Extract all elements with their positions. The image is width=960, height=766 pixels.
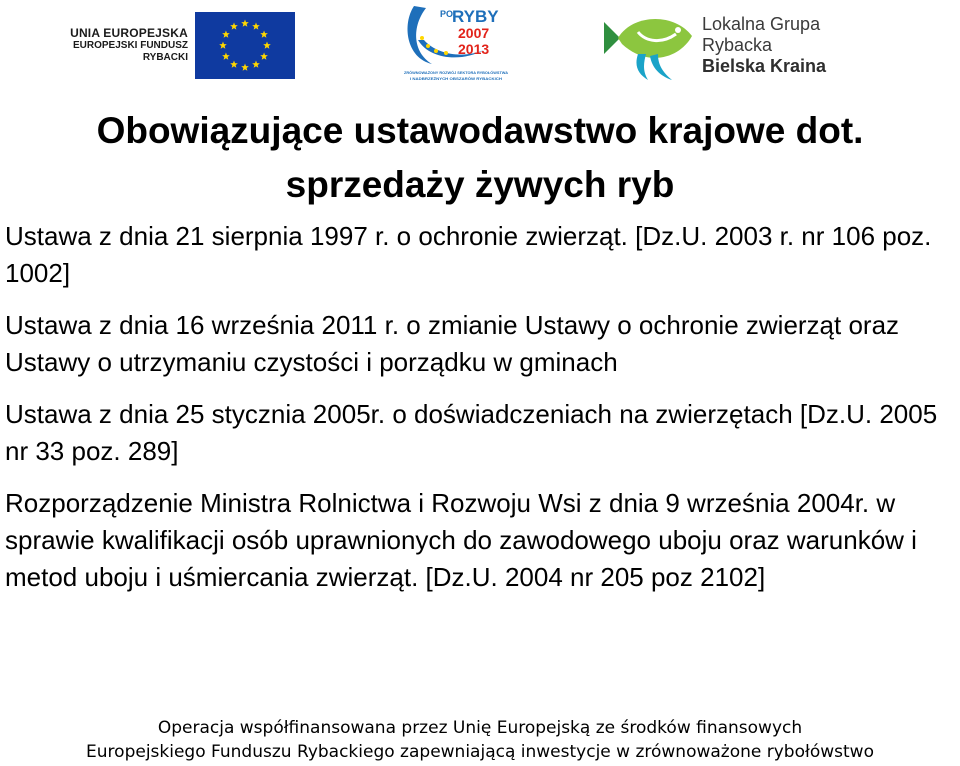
logo-bar xyxy=(0,0,960,90)
paragraph-4: Rozporządzenie Ministra Rolnictwa i Rozwoju Wsi z dnia 9 września 2004r. w sprawie kwalifikacji osób uprawnionych do zawodowego uboju oraz warunków i metod uboju i uśmiercania zwierząt. [Dz.U. 2004 nr 205 poz 2102] xyxy=(5,488,917,592)
lgr-line2: Rybacka xyxy=(702,35,773,55)
poryby-ryby: RYBY xyxy=(452,7,499,26)
paragraph-2: Ustawa z dnia 16 września 2011 r. o zmianie Ustawy o ochronie zwierząt oraz Ustawy o utrzymaniu czystości i porządku w gminach xyxy=(5,310,900,377)
page-title xyxy=(0,104,960,212)
poryby-year-start: 2007 xyxy=(458,25,490,41)
lgr-line3: Bielska Kraina xyxy=(702,56,827,76)
eu-logo-line1: UNIA EUROPEJSKA xyxy=(70,26,188,40)
eu-logo-line3: RYBACKI xyxy=(142,52,188,63)
eu-logo-line2: EUROPEJSKI FUNDUSZ xyxy=(72,40,188,51)
paragraph-1: Ustawa z dnia 21 sierpnia 1997 r. o ochronie zwierząt. [Dz.U. 2003 r. nr 106 poz. 1002] xyxy=(5,221,932,288)
lgr-logo-text xyxy=(702,14,826,77)
poryby-caption1: ZRÓWNOWAŻONY ROZWÓJ SEKTORA RYBOŁÓWSTWA xyxy=(404,71,502,75)
footer-line1: Operacja współfinansowana przez Unię Europejską ze środków finansowych xyxy=(157,718,803,738)
eu-flag-icon xyxy=(195,12,295,79)
title-line2: sprzedaży żywych ryb xyxy=(285,164,675,205)
poryby-year-end: 2013 xyxy=(458,41,490,57)
footer-line2: Europejskiego Funduszu Rybackiego zapewniającą inwestycje w zrównoważone rybołówstwo xyxy=(86,742,874,762)
legislation-list xyxy=(5,218,960,611)
paragraph-3: Ustawa z dnia 25 stycznia 2005r. o doświadczeniach na zwierzętach [Dz.U. 2005 nr 33 poz. 289] xyxy=(5,399,938,466)
lgr-line1: Lokalna Grupa xyxy=(702,14,821,34)
po-ryby-logo xyxy=(400,0,512,90)
footer-note xyxy=(0,716,960,764)
title-line1: Obowiązujące ustawodawstwo krajowe dot. xyxy=(96,110,864,151)
fish-logo-icon xyxy=(598,8,698,84)
poryby-po: PO xyxy=(440,9,454,19)
poryby-caption2: I NADBRZEŻNYCH OBSZARÓW RYBACKICH xyxy=(410,77,487,81)
eu-fund-logo-text xyxy=(62,26,188,64)
